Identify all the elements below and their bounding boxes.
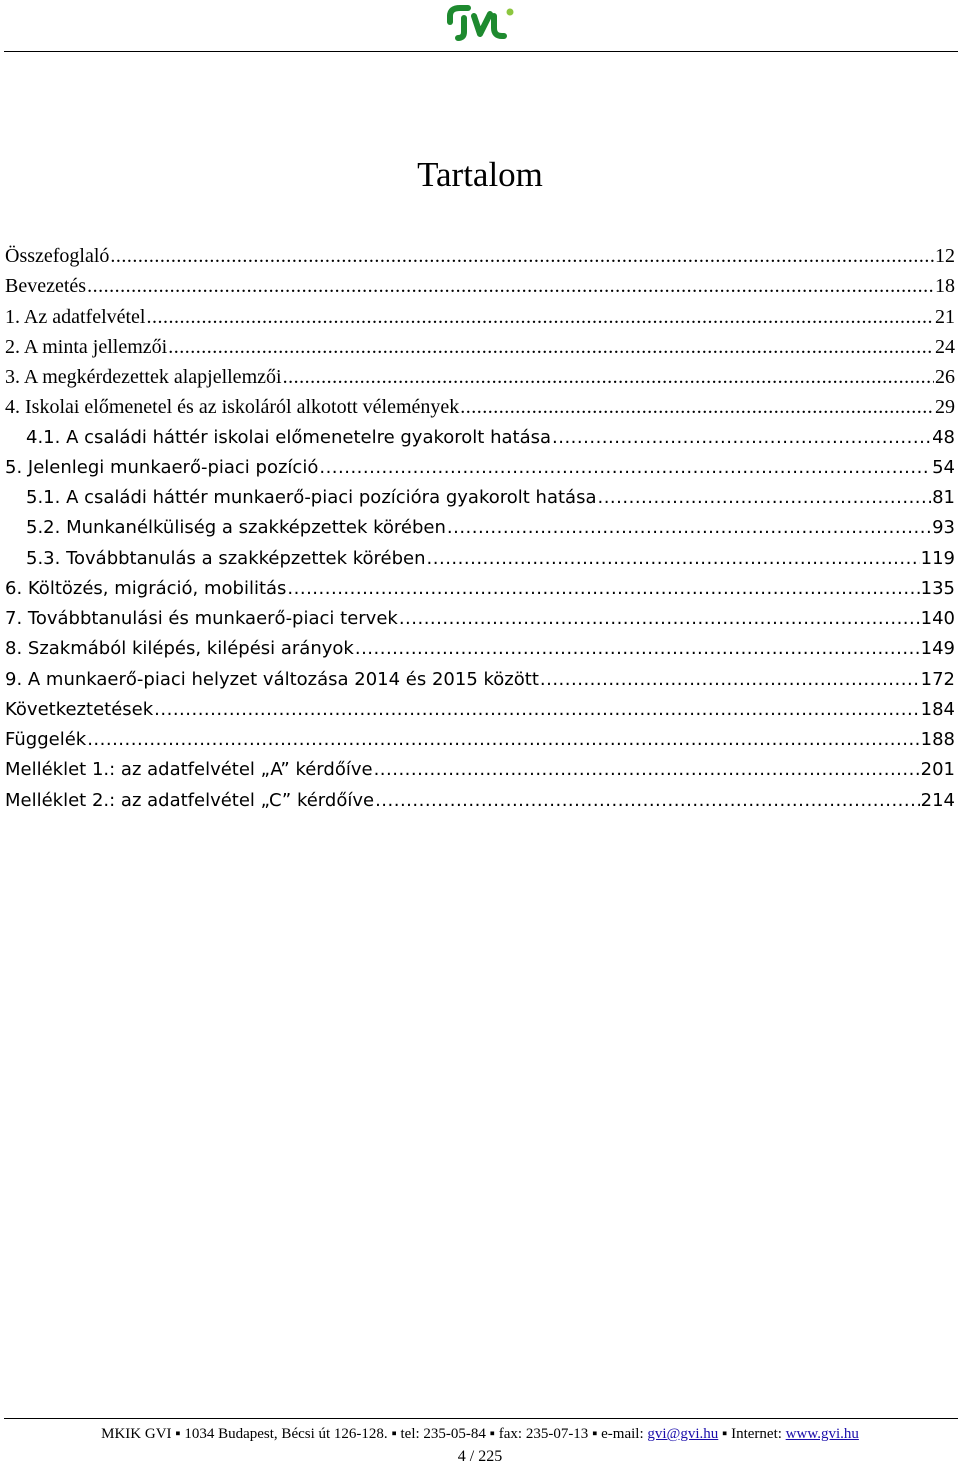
- toc-entry-label: 1. Az adatfelvétel: [5, 305, 146, 328]
- toc-entry-page: 188: [920, 729, 955, 750]
- toc-leader-dots: [447, 513, 931, 543]
- toc-leader-dots: [399, 604, 920, 634]
- toc-entry-page: 18: [935, 275, 955, 298]
- header-rule: [4, 51, 958, 52]
- toc-entry-label: 8. Szakmából kilépés, kilépési arányok: [5, 638, 354, 660]
- footer: [0, 1424, 960, 1444]
- footer-website-link[interactable]: www.gvi.hu: [785, 1426, 859, 1442]
- toc-entry-label: 5.1. A családi háttér munkaerő-piaci pozícióra gyakorolt hatása: [26, 487, 597, 508]
- toc-entry-label: 4. Iskolai előmenetel és az iskoláról alkotott vélemények: [5, 396, 460, 419]
- gvi-logo: [444, 2, 518, 42]
- toc-entry[interactable]: [5, 271, 955, 301]
- page-title: Tartalom: [417, 155, 543, 194]
- toc-entry-label: 9. A munkaerő-piaci helyzet változása 2014 és 2015 között: [5, 668, 539, 690]
- toc-entry[interactable]: [5, 786, 955, 816]
- footer-separator: ▪: [489, 1426, 495, 1442]
- toc-entry-label: Összefoglaló: [5, 245, 110, 267]
- toc-entry[interactable]: [5, 332, 955, 362]
- toc-entry-label: 5. Jelenlegi munkaerő-piaci pozíció: [5, 456, 319, 478]
- toc-leader-dots: [319, 453, 931, 483]
- toc-entry-label: 3. A megkérdezettek alapjellemzői: [5, 366, 282, 388]
- toc-leader-dots: [154, 695, 919, 725]
- toc-entry-label: Függelék: [5, 729, 87, 750]
- footer-internet-label: Internet:: [731, 1426, 782, 1442]
- toc-entry-label: 5.3. Továbbtanulás a szakképzettek körében: [26, 547, 426, 569]
- toc-entry[interactable]: [5, 362, 955, 392]
- toc-entry-label: Melléklet 2.: az adatfelvétel „C” kérdőíve: [5, 789, 375, 811]
- toc-entry-page: 119: [920, 547, 955, 569]
- toc-entry[interactable]: [5, 665, 955, 695]
- footer-rule: [4, 1418, 958, 1419]
- toc-leader-dots: [597, 483, 931, 513]
- toc-entry-label: Következtetések: [5, 698, 154, 720]
- toc-entry-label: 7. Továbbtanulási és munkaerő-piaci tervek: [5, 608, 398, 629]
- toc-entry-page: 12: [935, 245, 955, 267]
- toc-entry[interactable]: [5, 483, 955, 513]
- toc-entry[interactable]: [5, 513, 955, 543]
- toc-entry-page: 184: [920, 698, 955, 720]
- toc-entry[interactable]: [5, 423, 955, 453]
- toc-entry[interactable]: [5, 695, 955, 725]
- toc-entry-page: 24: [935, 335, 955, 358]
- toc-entry-page: 149: [920, 638, 955, 660]
- toc-leader-dots: [87, 725, 919, 755]
- toc-entry-page: 26: [935, 366, 955, 388]
- toc-leader-dots: [552, 423, 931, 453]
- toc-leader-dots: [427, 544, 920, 574]
- footer-separator: ▪: [592, 1426, 598, 1442]
- toc-entry-label: 2. A minta jellemzői: [5, 335, 168, 358]
- toc-entry[interactable]: [5, 634, 955, 664]
- toc-leader-dots: [110, 241, 934, 271]
- toc-entry[interactable]: [5, 302, 955, 332]
- toc-entry-label: 5.2. Munkanélküliség a szakképzettek körében: [26, 517, 446, 539]
- toc-entry-page: 48: [932, 426, 955, 448]
- toc-entry-page: 54: [932, 456, 955, 478]
- toc-entry[interactable]: [5, 241, 955, 271]
- toc-entry-page: 93: [932, 517, 955, 539]
- toc-entry-page: 172: [920, 668, 955, 690]
- toc-leader-dots: [87, 271, 934, 301]
- toc-entry-label: 4.1. A családi háttér iskolai előmenetelre gyakorolt hatása: [26, 426, 552, 448]
- toc-entry-label: Bevezetés: [5, 275, 87, 298]
- toc-leader-dots: [375, 786, 920, 816]
- footer-org: MKIK GVI: [101, 1426, 172, 1442]
- toc-leader-dots: [460, 392, 934, 422]
- toc-leader-dots: [147, 302, 935, 332]
- footer-separator: ▪: [391, 1426, 397, 1442]
- toc-entry-page: 81: [932, 487, 955, 508]
- toc-leader-dots: [283, 362, 934, 392]
- toc-leader-dots: [355, 634, 920, 664]
- toc-entry-page: 214: [920, 789, 955, 811]
- page-number: 4 / 225: [457, 1448, 503, 1465]
- footer-email-label: e-mail:: [601, 1426, 644, 1442]
- toc-entry-page: 135: [920, 577, 955, 599]
- toc-entry-label: Melléklet 1.: az adatfelvétel „A” kérdőíve: [5, 759, 373, 781]
- toc-entry[interactable]: [5, 544, 955, 574]
- toc-entry[interactable]: [5, 755, 955, 785]
- toc-entry[interactable]: [5, 725, 955, 755]
- toc-entry[interactable]: [5, 453, 955, 483]
- footer-separator: ▪: [722, 1426, 728, 1442]
- toc-leader-dots: [168, 332, 934, 362]
- footer-address: 1034 Budapest, Bécsi út 126-128.: [184, 1426, 388, 1442]
- toc-entry[interactable]: [5, 604, 955, 634]
- toc-entry-page: 201: [920, 759, 955, 781]
- footer-fax: fax: 235-07-13: [498, 1426, 589, 1442]
- table-of-contents: [5, 241, 955, 816]
- toc-entry-label: 6. Költözés, migráció, mobilitás: [5, 577, 287, 599]
- footer-phone: tel: 235-05-84: [400, 1426, 486, 1442]
- toc-entry-page: 29: [935, 396, 955, 419]
- footer-separator: ▪: [175, 1426, 181, 1442]
- toc-entry-page: 140: [920, 608, 955, 629]
- toc-entry[interactable]: [5, 574, 955, 604]
- toc-entry[interactable]: [5, 392, 955, 422]
- toc-leader-dots: [287, 574, 919, 604]
- footer-email-link[interactable]: gvi@gvi.hu: [647, 1426, 719, 1442]
- toc-entry-page: 21: [935, 305, 955, 328]
- toc-leader-dots: [374, 755, 920, 785]
- toc-leader-dots: [540, 665, 920, 695]
